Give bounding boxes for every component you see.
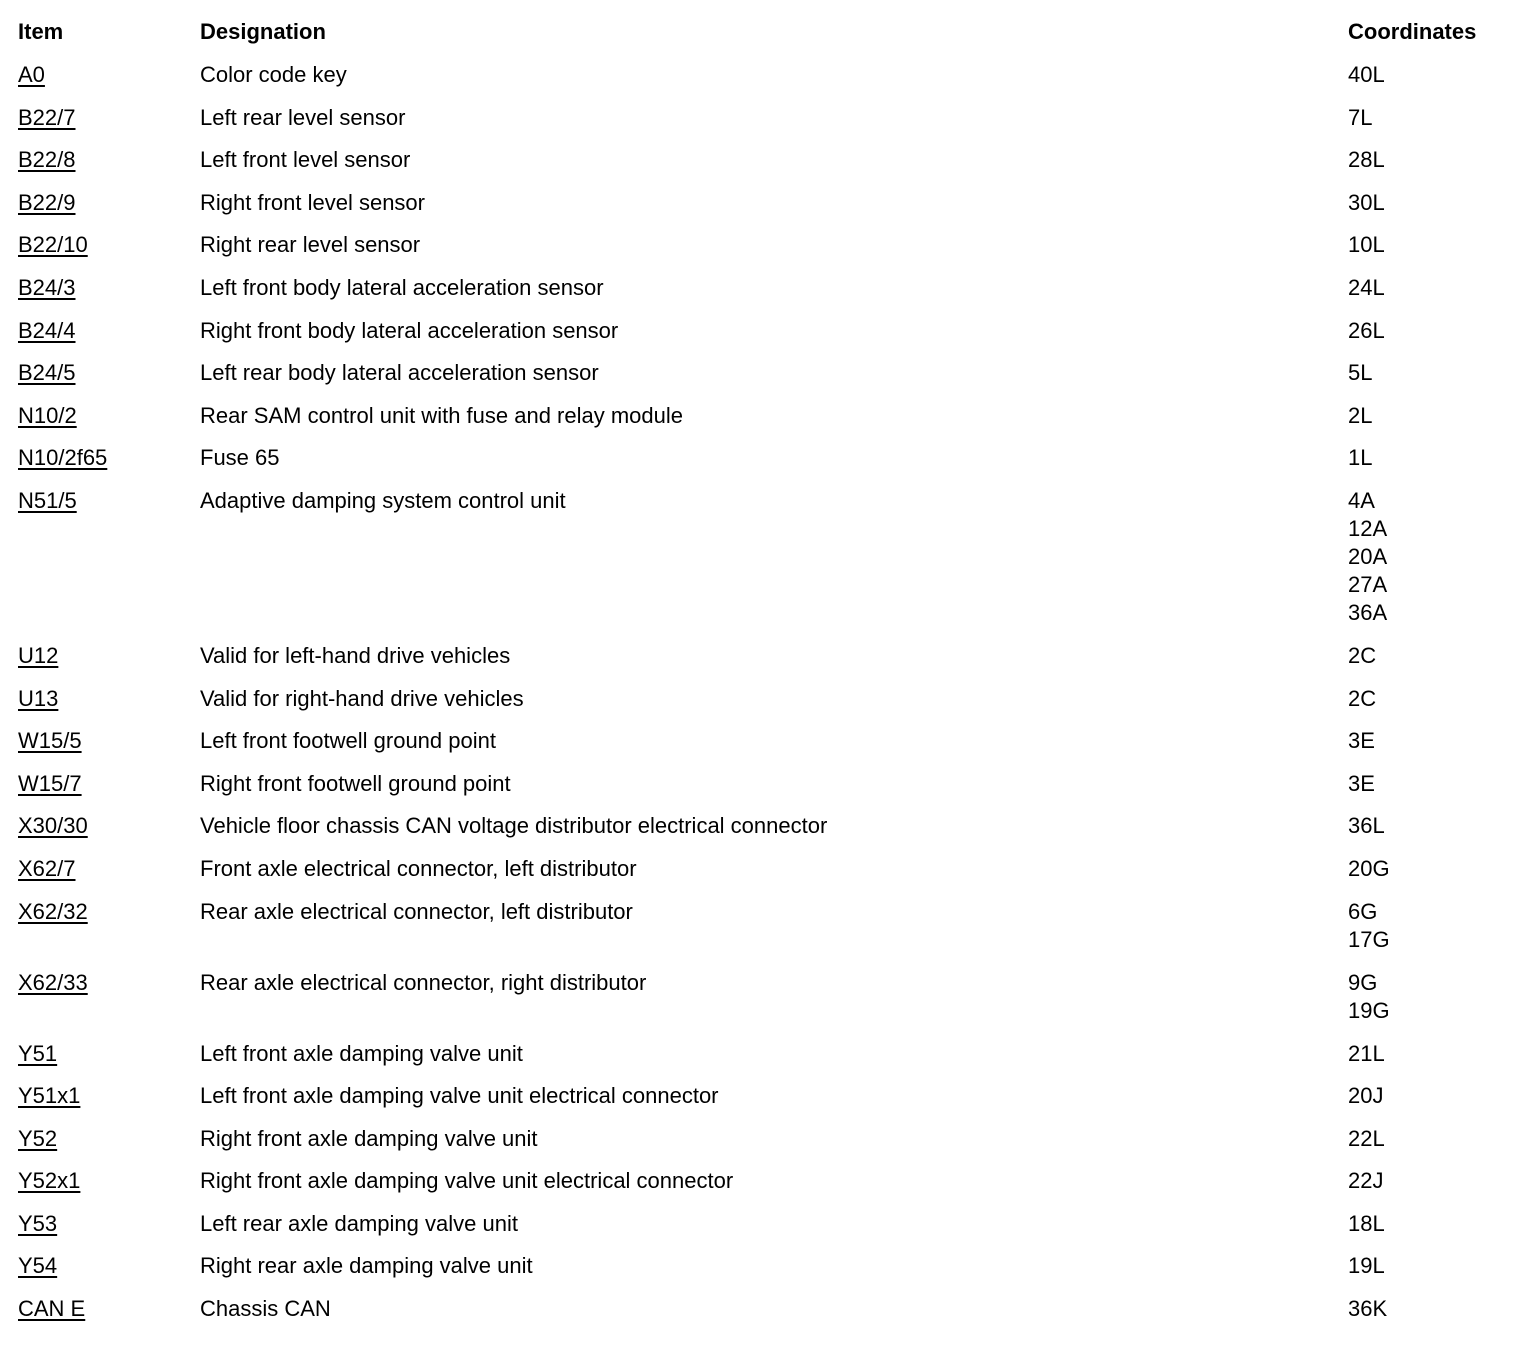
table-row — [18, 189, 1508, 232]
item-link[interactable]: B22/10 — [18, 232, 88, 258]
item-link[interactable]: W15/7 — [18, 770, 82, 796]
item-cell — [18, 146, 200, 174]
table-row — [18, 274, 1508, 317]
coordinates-cell — [1348, 1040, 1508, 1082]
item-link[interactable]: N10/2 — [18, 402, 77, 428]
designation-cell: Chassis CAN — [200, 1296, 331, 1322]
item-cell — [18, 487, 200, 515]
coordinate-value: 17G — [1348, 926, 1390, 952]
table-row — [18, 1040, 1508, 1083]
coordinate-value: 12A — [1348, 515, 1388, 541]
coordinates-cell — [1348, 969, 1508, 1040]
designation-cell: Left front axle damping valve unit — [200, 1040, 523, 1066]
item-cell — [18, 1082, 200, 1110]
designation-cell: Right rear axle damping valve unit — [200, 1253, 533, 1279]
coordinate-value: 24L — [1348, 274, 1385, 300]
table-row — [18, 146, 1508, 189]
designation-cell: Right front footwell ground point — [200, 770, 511, 796]
coordinate-value: 30L — [1348, 189, 1385, 215]
coordinates-cell — [1348, 770, 1508, 812]
table-row — [18, 727, 1508, 770]
item-link[interactable]: X30/30 — [18, 813, 88, 839]
table-row — [18, 359, 1508, 402]
designation-cell: Color code key — [200, 62, 347, 87]
coordinates-cell — [1348, 444, 1508, 486]
coordinate-value: 20J — [1348, 1083, 1384, 1109]
coordinates-cell — [1348, 1252, 1508, 1294]
item-cell — [18, 642, 200, 670]
designation-cell: Left front footwell ground point — [200, 728, 496, 754]
item-cell — [18, 317, 200, 345]
item-link[interactable]: B22/9 — [18, 189, 76, 215]
item-link[interactable]: B22/7 — [18, 104, 76, 130]
designation-cell: Left front body lateral acceleration sensor — [200, 274, 604, 300]
item-cell — [18, 231, 200, 259]
item-cell — [18, 898, 200, 926]
table-row — [18, 1210, 1508, 1253]
item-link[interactable]: X62/32 — [18, 898, 88, 924]
coordinates-cell — [1348, 146, 1508, 188]
item-link[interactable]: U12 — [18, 642, 59, 668]
designation-cell: Front axle electrical connector, left distributor — [200, 855, 637, 881]
item-link[interactable]: X62/33 — [18, 969, 88, 995]
header-coordinates: Coordinates — [1348, 19, 1477, 44]
item-cell — [18, 189, 200, 217]
item-cell — [18, 685, 200, 713]
designation-cell: Rear axle electrical connector, right distributor — [200, 969, 647, 995]
table-row — [18, 1082, 1508, 1125]
item-cell — [18, 1167, 200, 1195]
item-link[interactable]: N10/2f65 — [18, 445, 108, 471]
item-link[interactable]: B24/5 — [18, 360, 76, 386]
table-row — [18, 231, 1508, 274]
item-link[interactable]: Y53 — [18, 1210, 58, 1236]
item-link[interactable]: B24/3 — [18, 274, 76, 300]
item-cell — [18, 61, 200, 89]
header-item: Item — [18, 19, 64, 44]
designation-cell: Right rear level sensor — [200, 232, 421, 258]
coordinates-cell — [1348, 189, 1508, 231]
item-cell — [18, 855, 200, 883]
table-body — [18, 61, 1508, 1338]
table-row — [18, 855, 1508, 898]
coordinate-value: 40L — [1348, 62, 1385, 87]
coordinate-value: 22J — [1348, 1168, 1384, 1194]
coordinate-value: 36K — [1348, 1296, 1388, 1322]
table-row — [18, 1252, 1508, 1295]
designation-cell: Left rear axle damping valve unit — [200, 1210, 518, 1236]
coordinates-cell — [1348, 104, 1508, 146]
item-cell — [18, 969, 200, 997]
item-link[interactable]: B24/4 — [18, 317, 76, 343]
designation-cell: Rear axle electrical connector, left distributor — [200, 898, 633, 924]
coordinate-value: 2L — [1348, 402, 1373, 428]
table-row — [18, 1125, 1508, 1168]
designation-cell: Right front level sensor — [200, 189, 425, 215]
coordinate-value: 9G — [1348, 969, 1378, 995]
item-link[interactable]: CAN E — [18, 1296, 86, 1322]
designation-cell: Fuse 65 — [200, 445, 280, 471]
coordinate-value: 21L — [1348, 1040, 1385, 1066]
coordinates-cell — [1348, 61, 1508, 103]
component-legend-table — [18, 18, 1508, 1338]
item-cell — [18, 1295, 200, 1323]
item-link[interactable]: U13 — [18, 685, 59, 711]
coordinate-value: 5L — [1348, 360, 1373, 386]
coordinates-cell — [1348, 1167, 1508, 1209]
designation-cell: Rear SAM control unit with fuse and relay module — [200, 402, 684, 428]
designation-cell: Right front body lateral acceleration sensor — [200, 317, 619, 343]
designation-cell: Left rear level sensor — [200, 104, 406, 130]
table-row — [18, 402, 1508, 445]
item-link[interactable]: N51/5 — [18, 487, 77, 513]
table-row — [18, 898, 1508, 969]
designation-cell: Right front axle damping valve unit electrical connector — [200, 1168, 734, 1194]
coordinates-cell — [1348, 402, 1508, 444]
coordinate-value: 22L — [1348, 1125, 1385, 1151]
item-cell — [18, 1252, 200, 1280]
item-link[interactable]: Y52x1 — [18, 1168, 81, 1194]
item-link[interactable]: A0 — [18, 62, 45, 87]
designation-cell: Left front axle damping valve unit electrical connector — [200, 1083, 719, 1109]
coordinate-value: 4A — [1348, 487, 1375, 513]
item-cell — [18, 727, 200, 755]
coordinate-value: 1L — [1348, 445, 1373, 471]
coordinate-value: 36A — [1348, 599, 1388, 625]
coordinate-value: 36L — [1348, 813, 1385, 839]
item-link[interactable]: B22/8 — [18, 147, 76, 173]
table-row — [18, 642, 1508, 685]
table-row — [18, 969, 1508, 1040]
item-link[interactable]: Y54 — [18, 1253, 58, 1279]
item-cell — [18, 402, 200, 430]
item-cell — [18, 1040, 200, 1068]
coordinate-value: 10L — [1348, 232, 1385, 258]
table-row — [18, 1167, 1508, 1210]
coordinates-cell — [1348, 812, 1508, 854]
table-row — [18, 770, 1508, 813]
coordinates-cell — [1348, 1125, 1508, 1167]
coordinate-value: 19G — [1348, 997, 1390, 1023]
item-cell — [18, 104, 200, 132]
coordinates-cell — [1348, 274, 1508, 316]
coordinates-cell — [1348, 685, 1508, 727]
coordinate-value: 28L — [1348, 147, 1385, 173]
item-link[interactable]: W15/5 — [18, 728, 82, 754]
table-row — [18, 444, 1508, 487]
item-cell — [18, 359, 200, 387]
coordinate-value: 20A — [1348, 543, 1388, 569]
designation-cell: Valid for right-hand drive vehicles — [200, 685, 524, 711]
coordinates-cell — [1348, 727, 1508, 769]
designation-cell: Left rear body lateral acceleration sensor — [200, 360, 599, 386]
coordinates-cell — [1348, 231, 1508, 273]
table-row — [18, 104, 1508, 147]
coordinate-value: 6G — [1348, 898, 1378, 924]
item-cell — [18, 1125, 200, 1153]
designation-cell: Adaptive damping system control unit — [200, 487, 566, 513]
coordinate-value: 20G — [1348, 855, 1390, 881]
item-cell — [18, 770, 200, 798]
designation-cell: Left front level sensor — [200, 147, 411, 173]
table-row — [18, 685, 1508, 728]
coordinates-cell — [1348, 898, 1508, 969]
designation-cell: Right front axle damping valve unit — [200, 1125, 538, 1151]
coordinate-value: 26L — [1348, 317, 1385, 343]
coordinates-cell — [1348, 1210, 1508, 1252]
coordinate-value: 2C — [1348, 685, 1377, 711]
coordinates-cell — [1348, 855, 1508, 897]
item-cell — [18, 444, 200, 472]
coordinate-value: 27A — [1348, 571, 1388, 597]
coordinate-value: 3E — [1348, 728, 1375, 754]
coordinates-cell — [1348, 359, 1508, 401]
table-row — [18, 317, 1508, 360]
coordinates-cell — [1348, 317, 1508, 359]
item-link[interactable]: X62/7 — [18, 855, 76, 881]
table-row — [18, 61, 1508, 104]
coordinates-cell — [1348, 487, 1508, 642]
item-cell — [18, 274, 200, 302]
coordinates-cell — [1348, 642, 1508, 684]
item-link[interactable]: Y52 — [18, 1125, 58, 1151]
coordinate-value: 2C — [1348, 642, 1377, 668]
item-cell — [18, 1210, 200, 1238]
coordinate-value: 18L — [1348, 1210, 1385, 1236]
coordinate-value: 19L — [1348, 1253, 1385, 1279]
table-header-row — [18, 18, 1508, 61]
item-cell — [18, 812, 200, 840]
item-link[interactable]: Y51x1 — [18, 1083, 81, 1109]
coordinates-cell — [1348, 1082, 1508, 1124]
item-link[interactable]: Y51 — [18, 1040, 58, 1066]
table-row — [18, 487, 1508, 642]
table-row — [18, 1295, 1508, 1338]
coordinate-value: 3E — [1348, 770, 1375, 796]
header-designation: Designation — [200, 19, 326, 44]
designation-cell: Valid for left-hand drive vehicles — [200, 642, 511, 668]
coordinates-cell — [1348, 1295, 1508, 1337]
coordinate-value: 7L — [1348, 104, 1373, 130]
designation-cell: Vehicle floor chassis CAN voltage distributor electrical connector — [200, 813, 828, 839]
table-row — [18, 812, 1508, 855]
